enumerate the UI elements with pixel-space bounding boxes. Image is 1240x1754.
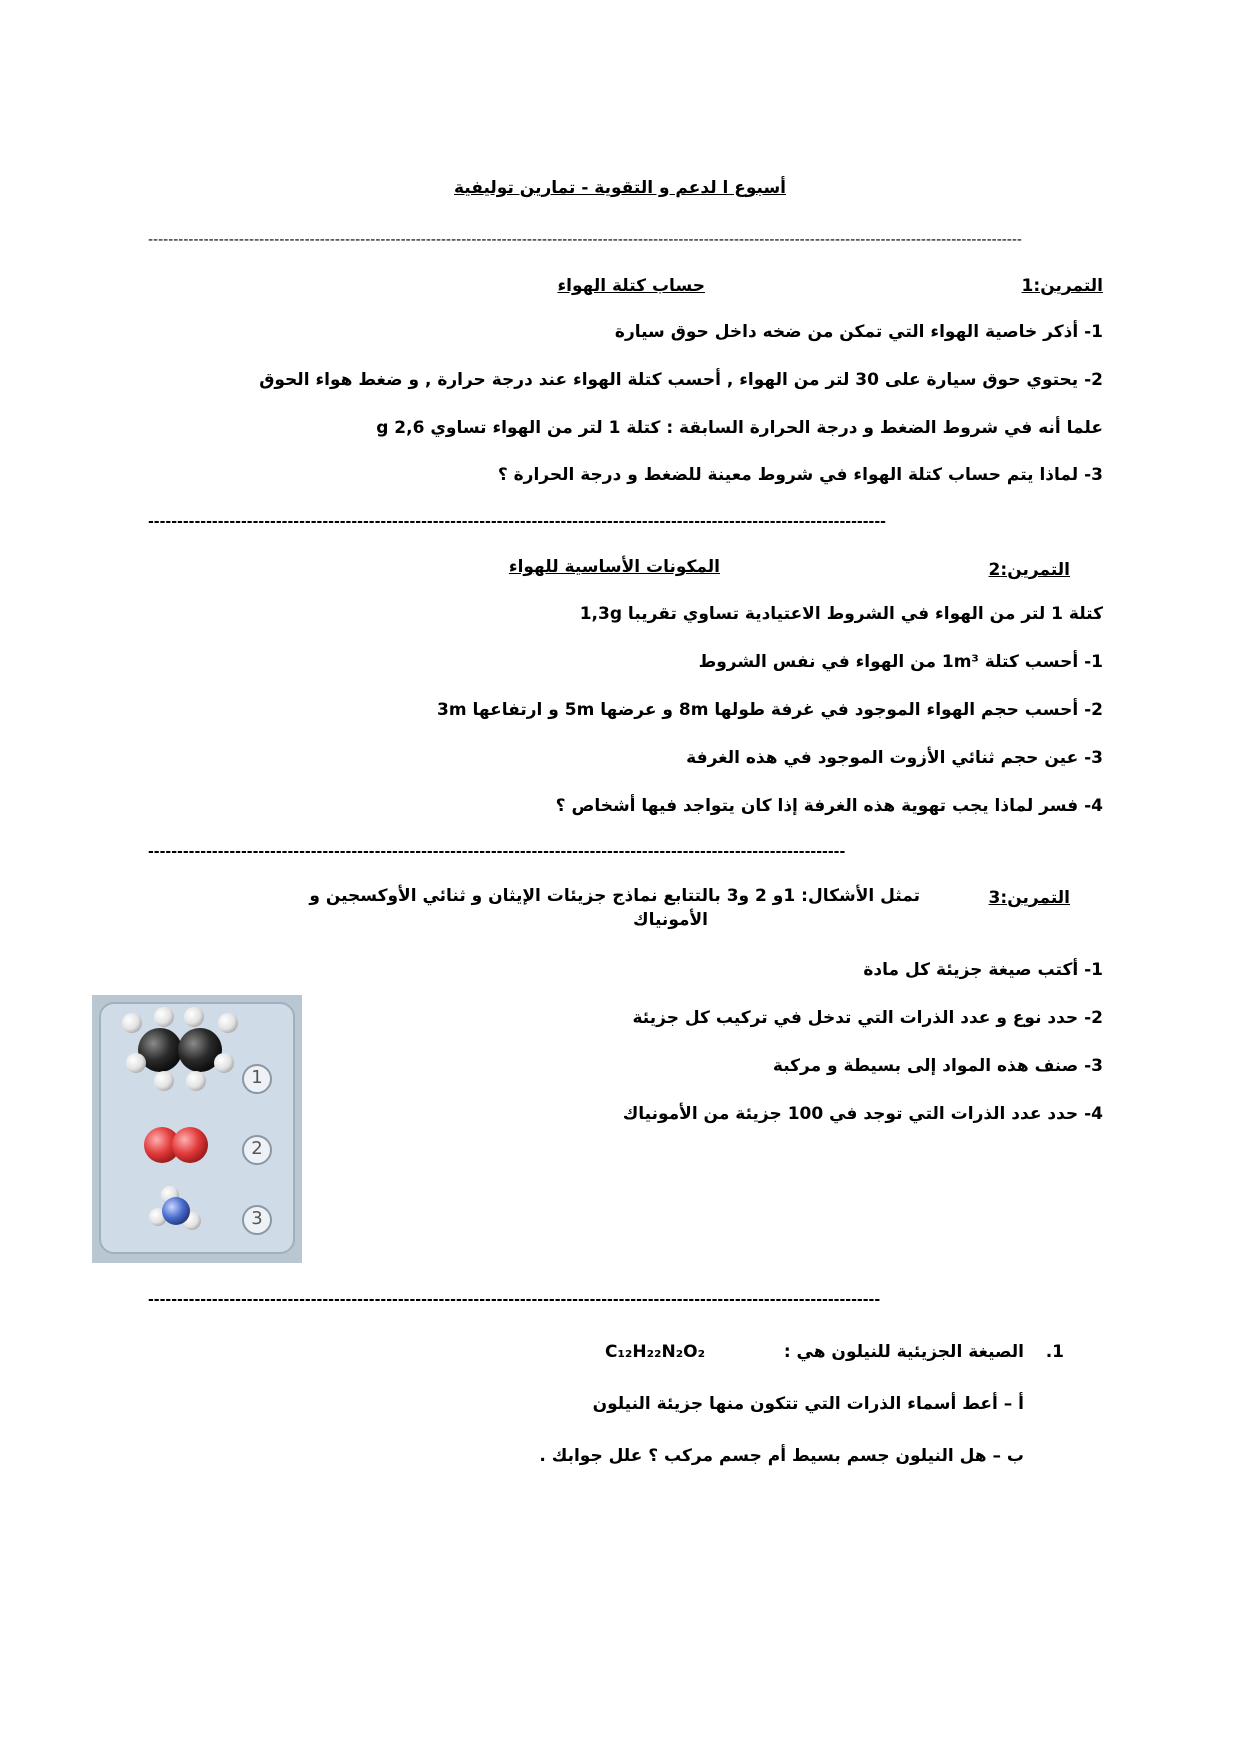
exercise-3-question-1: 1- أكتب صيغة جزيئة كل مادة [863, 960, 1103, 980]
exercise-3-intro-continued: الأمونياك [633, 910, 708, 930]
exercise-1-question-1: 1- أذكر خاصية الهواء التي تمكن من ضخه داخل حوق سيارة [614, 322, 1103, 342]
separator-line: ------------------------------------------------------------------------------------------------------------------------------ [148, 1292, 881, 1308]
exercise-4-statement: الصيغة الجزيئية للنيلون هي : [783, 1342, 1024, 1362]
exercise-2-question-4: 4- فسر لماذا يجب تهوية هذه الغرفة إذا كان يتواجد فيها أشخاص ؟ [555, 796, 1103, 816]
exercise-2-label: التمرين:2 [988, 560, 1070, 580]
nylon-formula: C₁₂H₂₂N₂O₂ [605, 1342, 706, 1362]
exercise-4-number: 1. [1045, 1342, 1064, 1362]
exercise-2-question-3: 3- عين حجم ثنائي الأزوت الموجود في هذه الغرفة [686, 748, 1103, 768]
exercise-2-question-1: 1- أحسب كتلة 1m³ من الهواء في نفس الشروط [698, 652, 1103, 672]
separator-line: ------------------------------------------------------------------------------------------------------------------------------- [148, 514, 886, 530]
separator-line: ----------------------------------------------------------------------------------------------------------------------------------------------------------------------------- [148, 232, 1022, 248]
figure-label-2: 2 [251, 1138, 263, 1159]
exercise-3-question-2: 2- حدد نوع و عدد الذرات التي تدخل في تركيب كل جزيئة [632, 1008, 1103, 1028]
exercise-1-label: التمرين:1 [1021, 276, 1103, 296]
exercise-1-question-2: 2- يحتوي حوق سيارة على 30 لتر من الهواء , أحسب كتلة الهواء عند درجة حرارة , و ضغط هواء الحوق [259, 370, 1103, 390]
exercise-2-intro: كتلة 1 لتر من الهواء في الشروط الاعتيادية تساوي تقريبا 1,3g [579, 604, 1103, 624]
separator-line: ------------------------------------------------------------------------------------------------------------------------ [148, 844, 846, 860]
exercise-3-label: التمرين:3 [988, 888, 1070, 908]
exercise-1-question-3: 3- لماذا يتم حساب كتلة الهواء في شروط معينة للضغط و درجة الحرارة ؟ [497, 465, 1103, 485]
exercise-2-title: المكونات الأساسية للهواء [508, 557, 720, 577]
exercise-3-question-4: 4- حدد عدد الذرات التي توجد في 100 جزيئة من الأمونياك [622, 1104, 1103, 1124]
exercise-3-intro: تمثل الأشكال: 1و 2 و3 بالتتابع نماذج جزيئات الإيثان و ثنائي الأوكسجين و [309, 886, 920, 906]
molecule-models-figure [92, 995, 302, 1263]
exercise-4-question-a: أ – أعط أسماء الذرات التي تتكون منها جزيئة النيلون [592, 1394, 1024, 1414]
figure-label-3: 3 [251, 1208, 263, 1229]
exercise-1-title: حساب كتلة الهواء [557, 276, 705, 296]
exercise-1-question-2-note: علما أنه في شروط الضغط و درجة الحرارة السابقة : كتلة 1 لتر من الهواء تساوي g 2,6 [376, 418, 1103, 438]
exercise-3-question-3: 3- صنف هذه المواد إلى بسيطة و مركبة [772, 1056, 1103, 1076]
page-title: أسبوع ا لدعم و التقوية - تمارين توليفية [454, 178, 786, 198]
figure-label-1: 1 [251, 1067, 263, 1088]
exercise-4-question-b: ب – هل النيلون جسم بسيط أم جسم مركب ؟ علل جوابك . [539, 1446, 1024, 1466]
exercise-2-question-2: 2- أحسب حجم الهواء الموجود في غرفة طولها 8m و عرضها 5m و ارتفاعها 3m [437, 700, 1103, 720]
